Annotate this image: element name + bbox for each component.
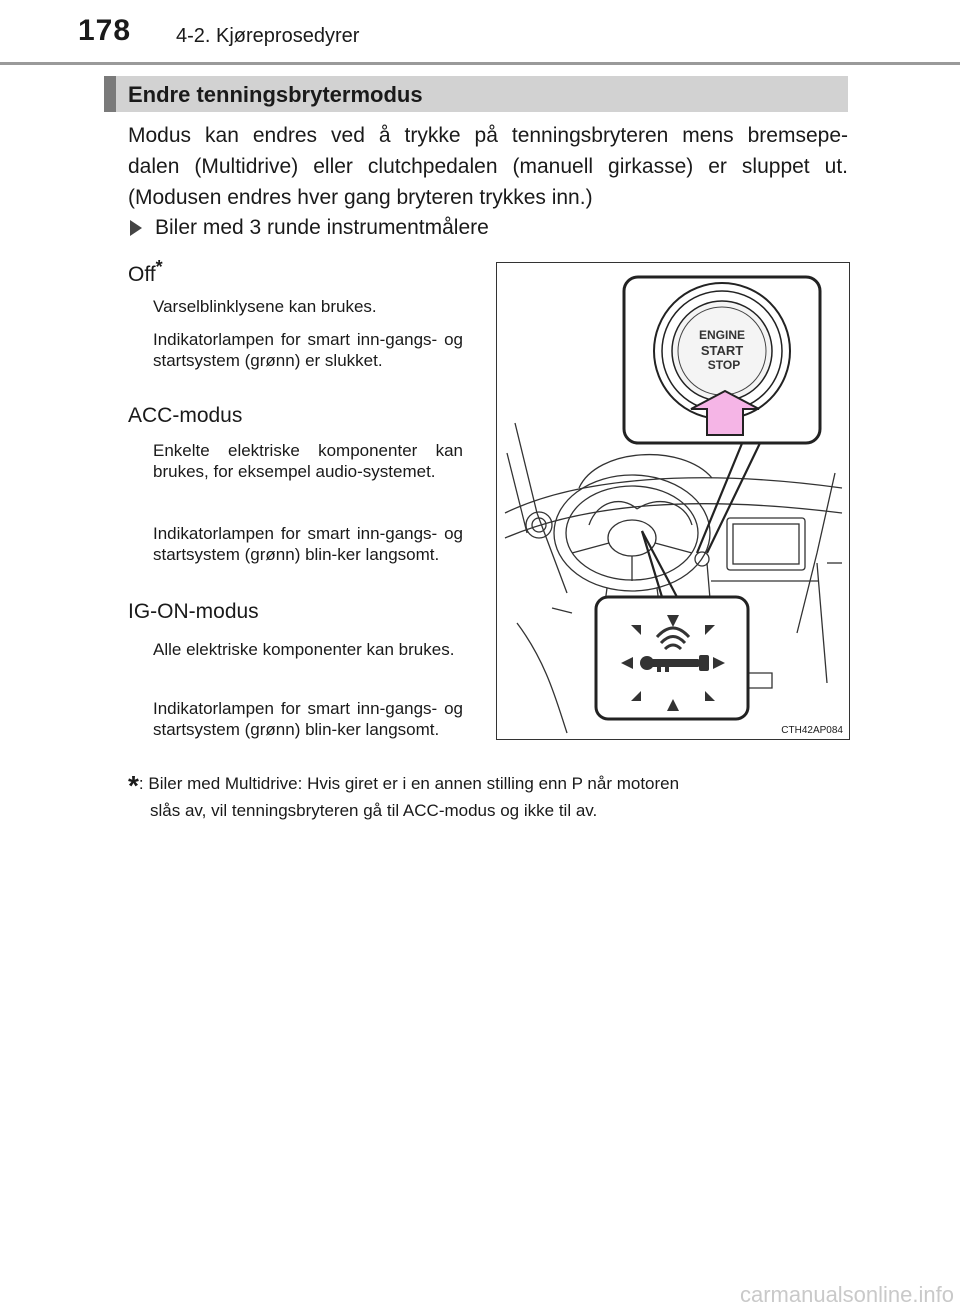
section-heading: Endre tenningsbrytermodus	[128, 82, 423, 107]
mode-heading-off	[128, 257, 163, 287]
subsection-label: Biler med 3 runde instrumentmålere	[155, 216, 489, 239]
figure-code: CTH42AP084	[781, 725, 843, 736]
subsection-heading	[130, 216, 489, 240]
intro-paragraph	[128, 120, 848, 213]
intro-line-1: Modus kan endres ved å trykke på tenningsbryteren mens bremsepe-	[128, 124, 848, 147]
mode-acc-desc-2: Indikatorlampen for smart inn-gangs- og startsystem (grønn) blin-ker langsomt.	[153, 524, 463, 564]
mode-off-desc-2: Indikatorlampen for smart inn-gangs- og startsystem (grønn) er slukket.	[153, 330, 463, 370]
mode-ig-on-desc-2: Indikatorlampen for smart inn-gangs- og startsystem (grønn) blin-ker langsomt.	[153, 699, 463, 739]
footnote-line-2: slås av, vil tenningsbryteren gå til ACC-modus og ikke til av.	[150, 801, 598, 820]
button-label-engine: ENGINE	[698, 328, 746, 342]
watermark: carmanualsonline.info	[739, 1282, 954, 1307]
dashboard-illustration	[496, 262, 850, 740]
footnote-line-1: : Biler med Multidrive: Hvis giret er i en annen stilling enn P når motoren	[138, 774, 680, 793]
mode-off-desc-1: Varselblinklysene kan brukes.	[153, 297, 377, 316]
footnote-star: *	[128, 770, 139, 801]
page-number: 178	[78, 14, 132, 47]
triangle-bullet-icon	[130, 220, 142, 236]
mode-name: IG-ON-modus	[128, 600, 259, 623]
button-label-stop: STOP	[707, 358, 741, 372]
dashboard-drawing	[497, 263, 849, 739]
intro-line-2: dalen (Multidrive) eller clutchpedalen (manuell girkasse) er sluppet ut.	[128, 155, 848, 178]
mode-heading-acc	[128, 404, 242, 428]
section-heading-bar	[104, 76, 848, 112]
chapter-title: 4-2. Kjøreprosedyrer	[176, 25, 360, 47]
footnote-marker: *	[155, 257, 163, 277]
button-label-start: START	[700, 343, 744, 358]
mode-name: Off	[128, 263, 156, 286]
footnote	[128, 771, 848, 823]
intro-line-3: (Modusen endres hver gang bryteren trykkes inn.)	[128, 186, 593, 209]
mode-name: ACC-modus	[128, 404, 243, 427]
mode-heading-ig-on	[128, 600, 259, 624]
header-divider	[0, 62, 960, 65]
mode-ig-on-desc-1: Alle elektriske komponenter kan brukes.	[153, 640, 455, 659]
section-heading-accent	[104, 76, 116, 112]
mode-acc-desc-1: Enkelte elektriske komponenter kan brukes, for eksempel audio-systemet.	[153, 441, 463, 481]
